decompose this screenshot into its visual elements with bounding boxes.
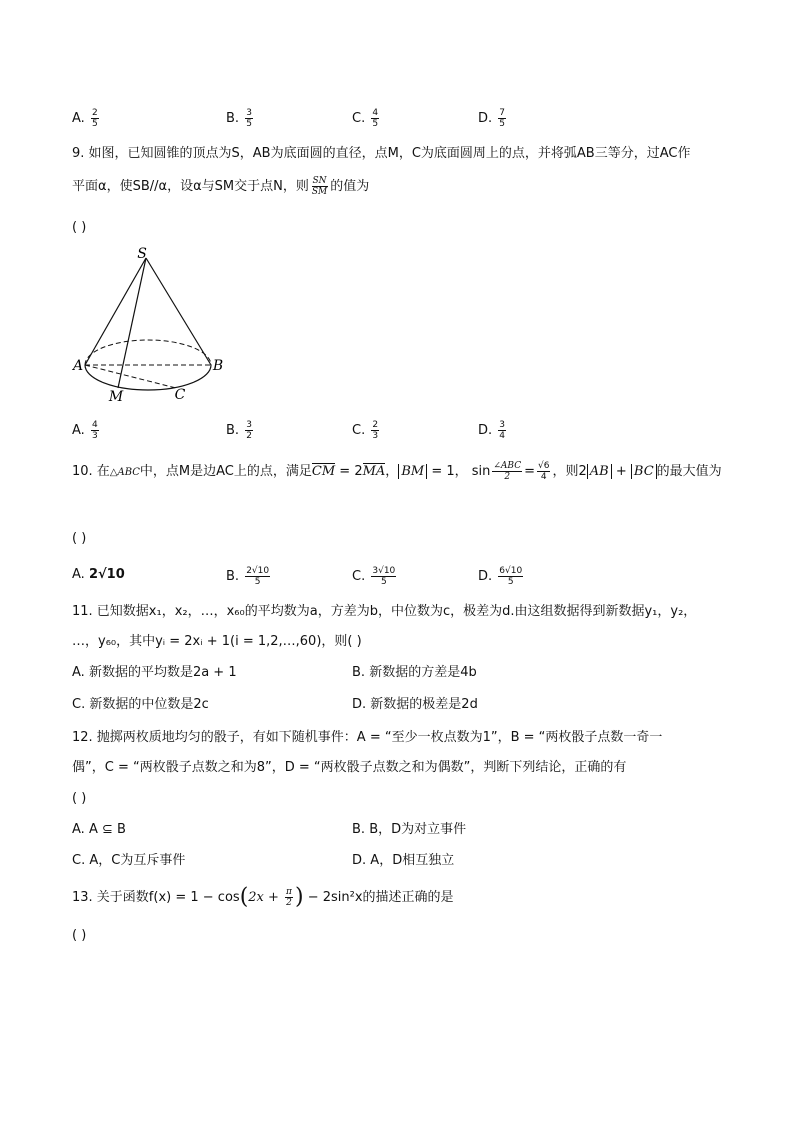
- q10-answer-paren: ( ): [72, 531, 87, 546]
- q9-option-a: A. $\frac{4}{3}$: [72, 420, 98, 441]
- label-m: M: [108, 389, 124, 405]
- label-s: S: [137, 246, 147, 262]
- q11-option-d: D. 新数据的极差是2d: [352, 697, 478, 712]
- label-b: B: [212, 358, 224, 374]
- q12-stem-line2: 偶”，C = “两枚骰子点数之和为8”，D = “两枚骰子点数之和为偶数”，判断下列结论，正确的有: [72, 760, 627, 775]
- q9-stem-line2: 平面α，使SB//α，设α与SM交于点N，则 $\frac{SN}{SM}$ 的值为: [72, 176, 370, 197]
- slant-sa: [85, 258, 146, 365]
- q11-option-a: A. 新数据的平均数是2a + 1: [72, 665, 237, 680]
- chord-ac: [85, 365, 176, 388]
- q9-stem-line1: 9. 如图，已知圆锥的顶点为S，AB为底面圆的直径，点M，C为底面圆周上的点，并将弧AB三等分，过AC作: [72, 146, 691, 161]
- cone-base-back: [85, 340, 211, 365]
- q9-option-b: B. $\frac{3}{2}$: [226, 420, 252, 441]
- q12-option-d: D. A，D相互独立: [352, 853, 455, 868]
- q8-option-b: B. $\frac{3}{5}$: [226, 108, 252, 129]
- q8-option-c: C. $\frac{4}{5}$: [352, 108, 379, 129]
- q11-stem-line2: …，y₆₀，其中yᵢ = 2xᵢ + 1(i = 1,2,…,60)，则( ): [72, 634, 362, 649]
- q13-stem: 13. 关于函数f(x) = 1 − cos(2x + $\frac{\pi}{2}$ ) − 2sin²x的描述正确的是: [72, 884, 454, 910]
- q11-option-c: C. 新数据的中位数是2c: [72, 697, 209, 712]
- q11-stem-line1: 11. 已知数据x₁，x₂，…，x₆₀的平均数为a，方差为b，中位数为c，极差为d.由这组数据得到新数据y₁，y₂，: [72, 604, 697, 619]
- label-c: C: [174, 387, 186, 403]
- q13-answer-paren: ( ): [72, 928, 87, 943]
- q10-stem: 10. 在△ABC中，点M是边AC上的点，满足CM = 2MA， BM = 1， sin $\frac{\text{∠ABC}}{2}$ = $\frac{√6}{4}$ ，则2 AB + BC 的最大值为: [72, 461, 722, 482]
- slant-sb: [146, 258, 211, 365]
- q12-option-a: A. A ⊆ B: [72, 822, 126, 837]
- q10-option-c: C. $\frac{3√10}{5}$: [352, 566, 396, 587]
- q8-option-d: D. $\frac{7}{5}$: [478, 108, 506, 129]
- q12-answer-paren: ( ): [72, 791, 87, 806]
- slant-sm: [118, 258, 146, 388]
- label-a: A: [72, 358, 84, 374]
- q11-option-b: B. 新数据的方差是4b: [352, 665, 477, 680]
- cone-base-back-dashed: [85, 340, 211, 365]
- q10-option-a: A. 2√10: [72, 567, 125, 582]
- cone-figure: [68, 246, 248, 406]
- q12-option-c: C. A，C为互斥事件: [72, 853, 186, 868]
- q10-option-b: B. $\frac{2√10}{5}$: [226, 566, 270, 587]
- q9-answer-paren: ( ): [72, 220, 87, 235]
- q9-option-d: D. $\frac{3}{4}$: [478, 420, 506, 441]
- q8-option-a: A. $\frac{2}{5}$: [72, 108, 98, 129]
- q12-option-b: B. B，D为对立事件: [352, 822, 467, 837]
- q10-option-d: D. $\frac{6√10}{5}$: [478, 566, 523, 587]
- q12-stem-line1: 12. 抛掷两枚质地均匀的骰子，有如下随机事件：A = “至少一枚点数为1”，B = “两枚骰子点数一奇一: [72, 730, 663, 745]
- q9-option-c: C. $\frac{2}{3}$: [352, 420, 379, 441]
